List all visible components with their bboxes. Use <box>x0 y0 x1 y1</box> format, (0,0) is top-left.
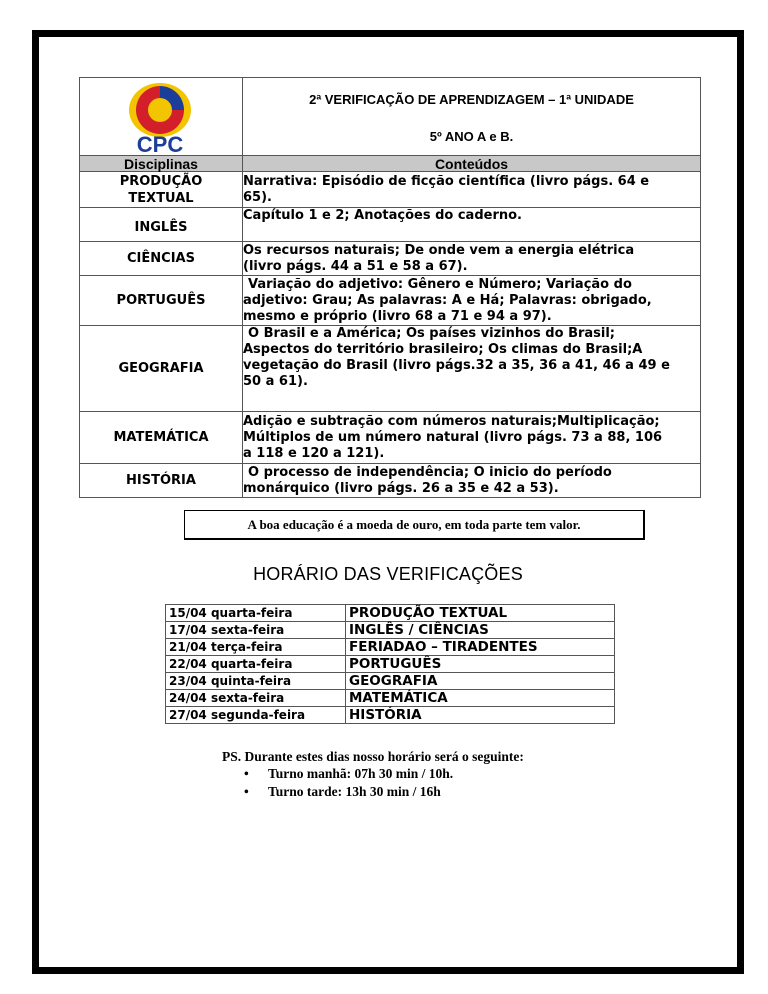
content-cell: Os recursos naturais; De onde vem a energia elétrica (livro págs. 44 a 51 e 58 a 67). <box>243 242 701 276</box>
schedule-date: 22/04 quarta-feira <box>166 656 346 673</box>
schedule-date: 21/04 terça-feira <box>166 639 346 656</box>
discipline-cell: PRODUÇÃO TEXTUAL <box>80 172 243 208</box>
table-row <box>80 326 701 412</box>
table-row <box>80 412 701 464</box>
ps-intro: PS. Durante estes dias nosso horário será o seguinte: <box>222 749 524 764</box>
schedule-date: 23/04 quinta-feira <box>166 673 346 690</box>
content-cell: Capítulo 1 e 2; Anotações do caderno. <box>243 208 701 242</box>
schedule-subject: HISTÓRIA <box>346 707 615 724</box>
table-row <box>80 172 701 208</box>
table-row <box>80 208 701 242</box>
discipline-cell: CIÊNCIAS <box>80 242 243 276</box>
content-cell: O Brasil e a América; Os países vizinhos do Brasil; Aspectos do território brasileiro; Os climas do Brasil;A vegetação do Brasil (livro págs.32 a 35, 36 a 41, 46 a 49 e 50 a 61). <box>243 326 701 412</box>
content-cell: Narrativa: Episódio de ficção científica (livro págs. 64 e 65). <box>243 172 701 208</box>
table-row <box>166 690 615 707</box>
discipline-cell: GEOGRAFIA <box>80 326 243 412</box>
ps-note <box>222 749 524 801</box>
schedule-date: 17/04 sexta-feira <box>166 622 346 639</box>
table-row <box>166 707 615 724</box>
table-row <box>166 673 615 690</box>
list-item: • Turno tarde: 13h 30 min / 16h <box>244 784 441 799</box>
table-row <box>80 464 701 498</box>
content-cell: Adição e subtração com números naturais;Multiplicação; Múltiplos de um número natural (livro págs. 73 a 88, 106 a 118 e 120 a 121). <box>243 412 701 464</box>
table-row <box>80 242 701 276</box>
bullet-icon: • <box>244 766 249 781</box>
schedule-subject: PRODUÇÃO TEXTUAL <box>346 605 615 622</box>
document-title: 2ª VERIFICAÇÃO DE APRENDIZAGEM – 1ª UNIDADE <box>309 91 634 107</box>
schedule-date: 27/04 segunda-feira <box>166 707 346 724</box>
bullet-icon: • <box>244 784 249 799</box>
list-item: • Turno manhã: 07h 30 min / 10h. <box>244 766 454 781</box>
col-disciplines: Disciplinas <box>80 156 243 172</box>
schedule-date: 24/04 sexta-feira <box>166 690 346 707</box>
quote-box: A boa educação é a moeda de ouro, em toda parte tem valor. <box>184 510 645 540</box>
schedule-subject: INGLÊS / CIÊNCIAS <box>346 622 615 639</box>
column-header-row <box>80 156 701 172</box>
table-row <box>166 605 615 622</box>
discipline-cell: PORTUGUÊS <box>80 276 243 326</box>
schedule-title: HORÁRIO DAS VERIFICAÇÕES <box>253 564 523 584</box>
content-cell: O processo de independência; O inicio do período monárquico (livro págs. 26 a 35 e 42 a 53). <box>243 464 701 498</box>
content-cell: Variação do adjetivo: Gênero e Número; Variação do adjetivo: Grau; As palavras: A e Há; Palavras: obrigado, mesmo e próprio (livro 68 a 71 e 94 a 97). <box>243 276 701 326</box>
schedule-subject: FERIADAO – TIRADENTES <box>346 639 615 656</box>
ps-list <box>222 765 524 801</box>
table-row <box>80 276 701 326</box>
schedule-table <box>165 604 615 724</box>
header-row <box>80 78 701 156</box>
col-contents: Conteúdos <box>243 156 701 172</box>
table-row <box>166 656 615 673</box>
document-subtitle: 5º ANO A e B. <box>429 128 514 144</box>
table-row <box>166 622 615 639</box>
page-frame <box>32 30 744 974</box>
header-titles <box>243 78 701 156</box>
schedule-subject: MATEMÁTICA <box>346 690 615 707</box>
logo-cell <box>80 78 243 156</box>
logo-text: CPC <box>136 132 184 155</box>
discipline-cell: MATEMÁTICA <box>80 412 243 464</box>
schedule-subject: PORTUGUÊS <box>346 656 615 673</box>
table-row <box>166 639 615 656</box>
contents-table <box>79 77 701 498</box>
discipline-cell: INGLÊS <box>80 208 243 242</box>
discipline-cell: HISTÓRIA <box>80 464 243 498</box>
schedule-subject: GEOGRAFIA <box>346 673 615 690</box>
schedule-date: 15/04 quarta-feira <box>166 605 346 622</box>
cpc-logo <box>80 78 242 155</box>
